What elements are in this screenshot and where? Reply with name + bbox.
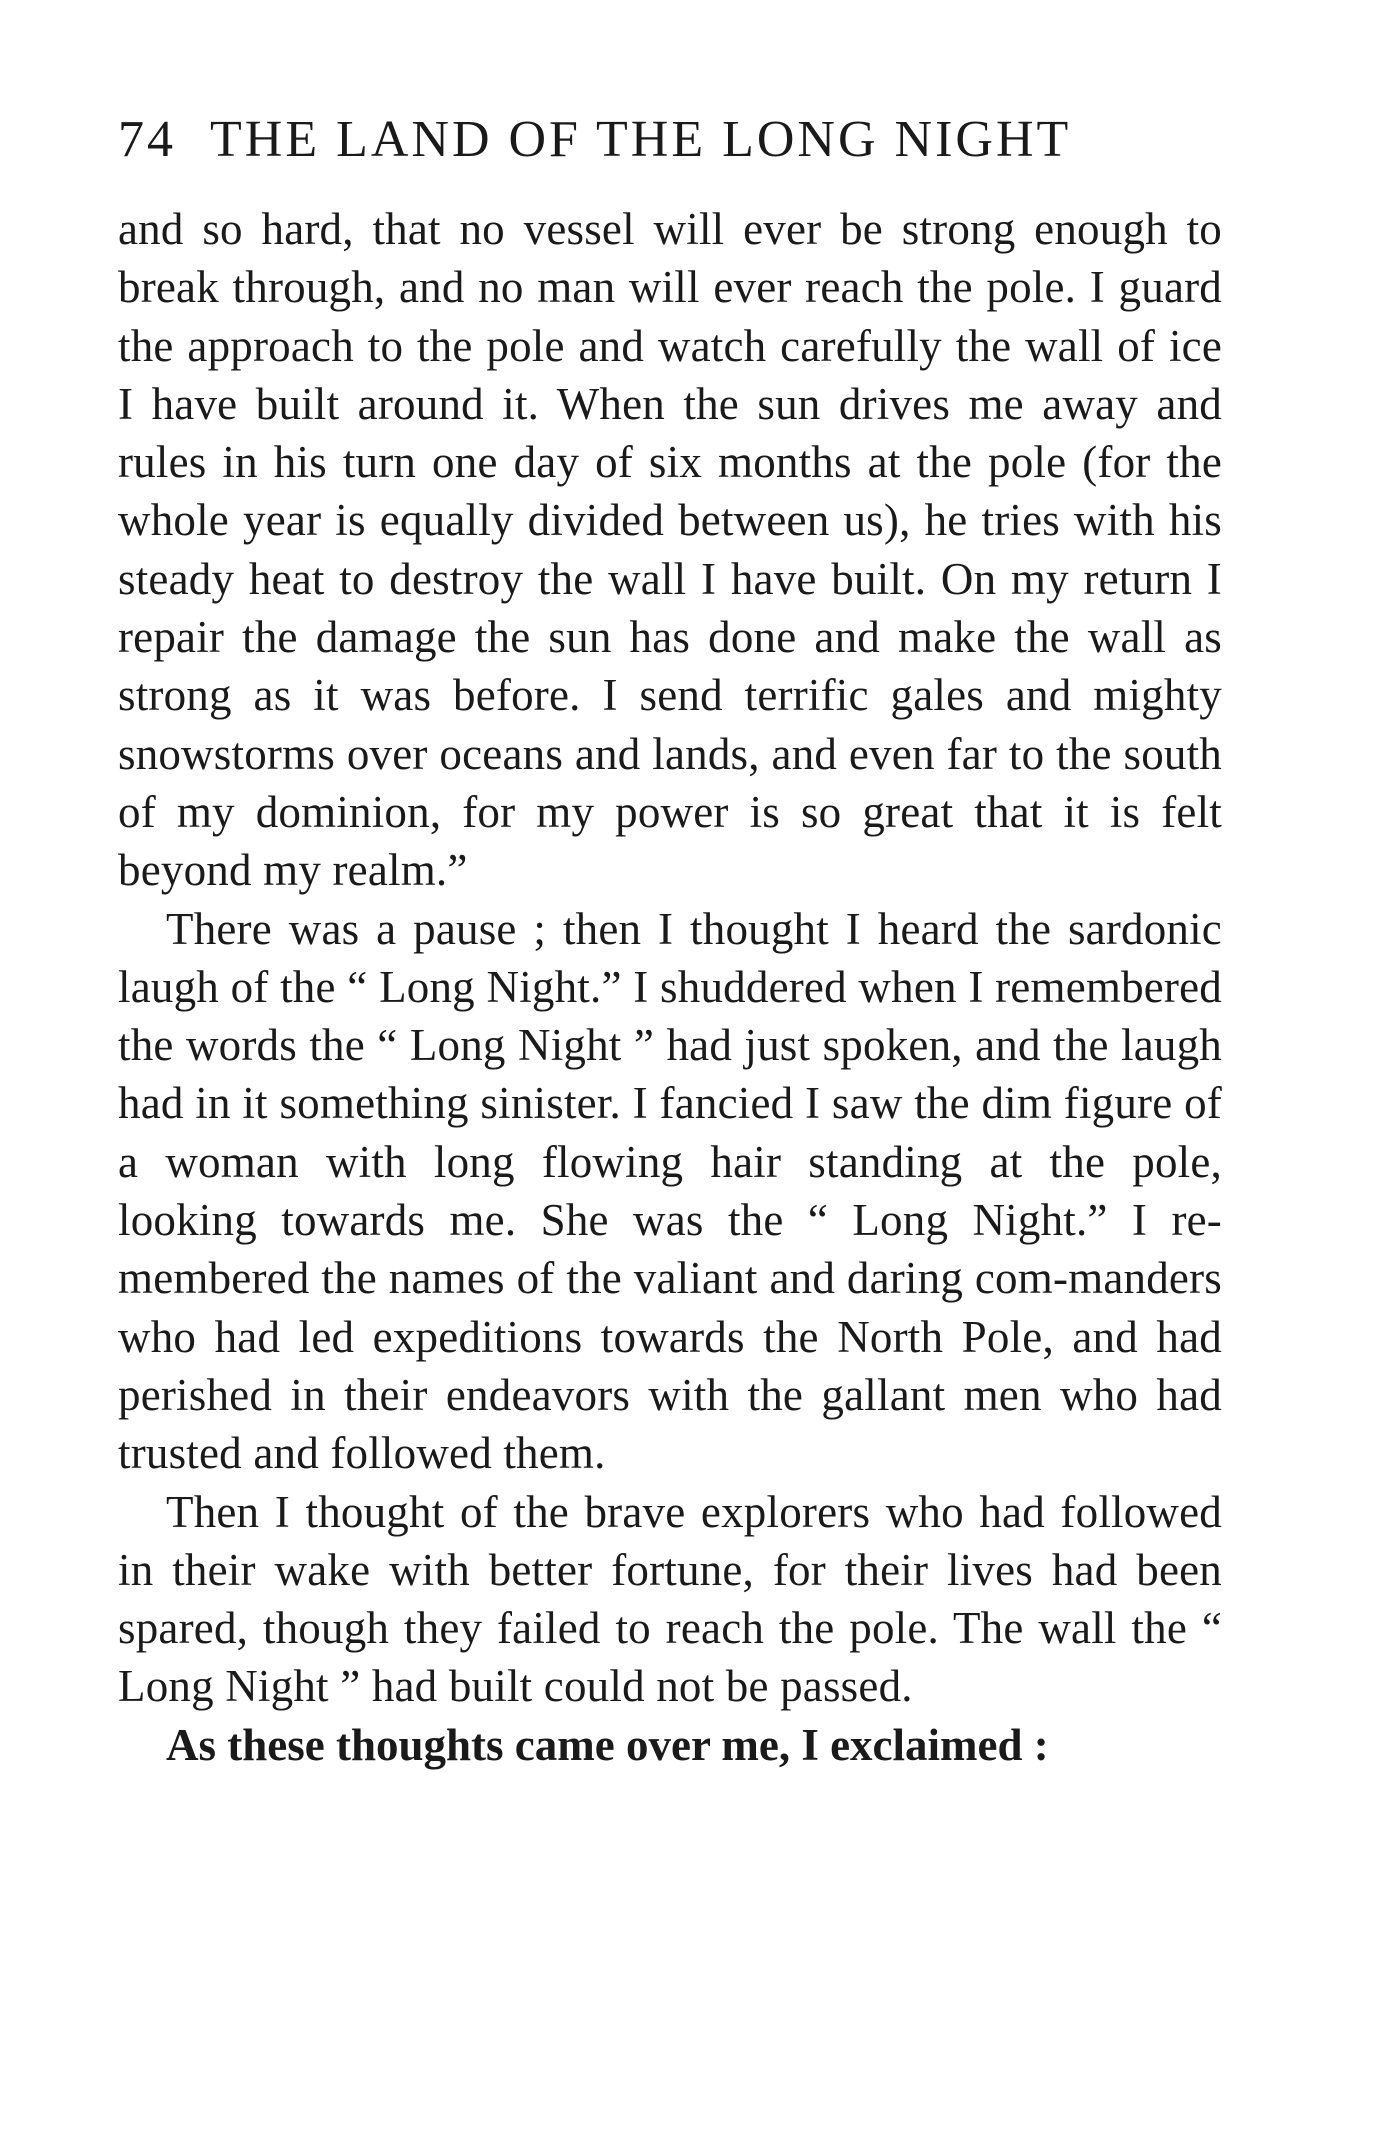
page-header — [118, 110, 1222, 180]
running-head: THE LAND OF THE LONG NIGHT — [210, 111, 1072, 168]
page-number: 74 — [118, 111, 176, 168]
body-text — [118, 200, 1222, 1774]
paragraph-exclamation: As these thoughts came over me, I exclaimed : — [166, 1719, 1049, 1770]
paragraph-long-night-laugh: There was a pause ; then I thought I heard the sardonic laugh of the “ Long Night.” I shuddered when I remembered the words the “ Long Night ” had just spoken, and the laugh had in it something sinister. I fancied I saw the dim figure of a woman with long flowing hair standing at the pole, looking towards me. She was the “ Long Night.” I re-membered the names of the valiant and daring com-manders who had led expeditions towards the North Pole, and had perished in their endeavors with the gallant men who had trusted and followed them. — [118, 903, 1222, 1479]
paragraph-brave-explorers: Then I thought of the brave explorers who had followed in their wake with better fortune, for their lives had been spared, though they failed to reach the pole. The wall the “ Long Night ” had built could not be passed. — [118, 1486, 1222, 1712]
paragraph-continuation: and so hard, that no vessel will ever be strong enough to break through, and no man will ever reach the pole. I guard the approach to the pole and watch carefully the wall of ice I have built around it. When the sun drives me away and rules in his turn one day of six months at the pole (for the whole year is equally divided between us), he tries with his steady heat to destroy the wall I have built. On my return I repair the damage the sun has done and make the wall as strong as it was before. I send terrific gales and mighty snowstorms over oceans and lands, and even far to the south of my dominion, for my power is so great that it is felt beyond my realm.” — [118, 204, 1222, 896]
